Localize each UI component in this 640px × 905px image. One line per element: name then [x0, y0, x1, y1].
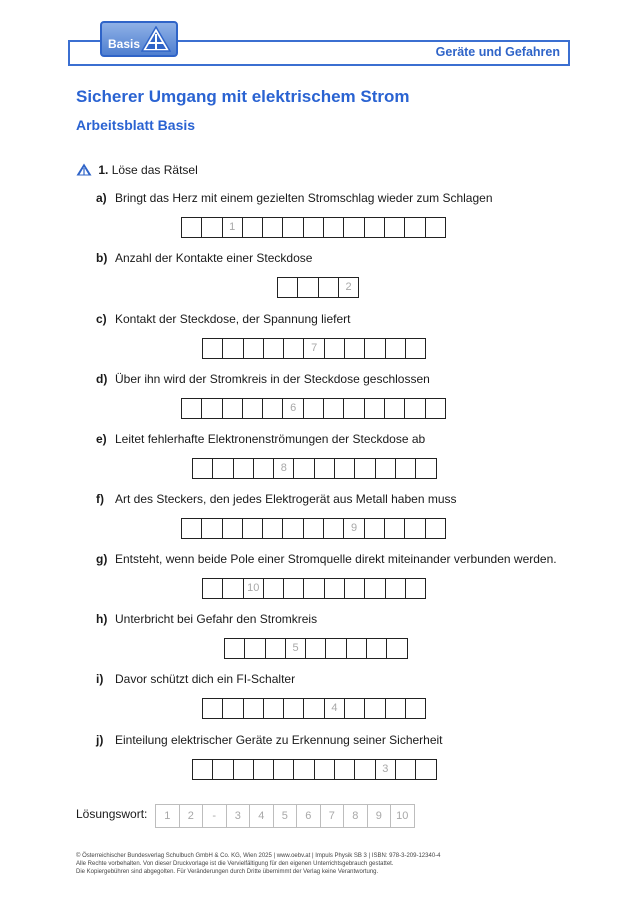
answer-row-e[interactable] — [192, 458, 437, 479]
answer-box[interactable] — [201, 398, 222, 419]
answer-row-i[interactable] — [202, 698, 426, 719]
level-triangle-icon — [76, 163, 92, 176]
answer-box[interactable] — [425, 398, 446, 419]
answer-box-marked[interactable]: 5 — [285, 638, 306, 659]
answer-box[interactable] — [181, 518, 202, 539]
answer-box[interactable] — [303, 698, 324, 719]
answer-box[interactable] — [334, 458, 355, 479]
answer-box[interactable] — [364, 398, 385, 419]
answer-box[interactable] — [181, 398, 202, 419]
answer-box[interactable] — [192, 458, 213, 479]
solution-box[interactable]: 7 — [320, 804, 345, 828]
footer-line-1: © Österreichischer Bundesverlag Schulbuch GmbH & Co. KG, Wien 2025 | www.oebv.at | Impuls Physik SB 3 | ISBN: 978-3-209-12340-4 — [76, 853, 441, 859]
answer-box[interactable] — [314, 759, 335, 780]
answer-box[interactable] — [222, 398, 243, 419]
task-instruction: Löse das Rätsel — [111, 163, 198, 177]
answer-box[interactable] — [192, 759, 213, 780]
question-b: b) Anzahl der Kontakte einer Steckdose — [96, 251, 313, 265]
answer-row-d[interactable] — [181, 398, 446, 419]
answer-box[interactable] — [297, 277, 318, 298]
answer-box[interactable] — [202, 578, 223, 599]
question-g: g) Entsteht, wenn beide Pole einer Stromquelle direkt miteinander verbunden werden. — [96, 552, 557, 566]
answer-row-b[interactable] — [277, 277, 359, 298]
page-subtitle: Arbeitsblatt Basis — [76, 117, 196, 133]
answer-box[interactable] — [222, 698, 243, 719]
answer-box[interactable] — [375, 458, 396, 479]
question-i: i) Davor schützt dich ein FI-Schalter — [96, 672, 296, 686]
footer-line-3: Die Kopiergebühren sind abgegolten. Für Veränderungen durch Dritte übernimmt der Verlag keine Verantwortung. — [76, 869, 379, 875]
answer-box[interactable] — [243, 338, 264, 359]
solution-label: Lösungswort: — [76, 807, 148, 821]
answer-box[interactable] — [303, 518, 324, 539]
answer-box[interactable] — [324, 578, 345, 599]
solution-box[interactable]: 3 — [226, 804, 251, 828]
answer-box-marked[interactable]: 1 — [222, 217, 243, 238]
answer-box[interactable] — [405, 338, 426, 359]
answer-box[interactable] — [201, 518, 222, 539]
copyright-footer — [76, 852, 441, 876]
question-e: e) Leitet fehlerhafte Elektronenströmungen der Steckdose ab — [96, 432, 426, 446]
question-a: a) Bringt das Herz mit einem gezielten Stromschlag wieder zum Schlagen — [96, 191, 493, 205]
answer-box[interactable] — [415, 759, 436, 780]
answer-box[interactable] — [283, 698, 304, 719]
logo-text: Basis — [108, 37, 141, 51]
answer-box[interactable] — [305, 638, 326, 659]
solution-box[interactable]: 8 — [343, 804, 368, 828]
answer-box[interactable] — [425, 217, 446, 238]
answer-box[interactable] — [323, 217, 344, 238]
answer-box[interactable] — [364, 578, 385, 599]
answer-box[interactable] — [346, 638, 367, 659]
question-h: h) Unterbricht bei Gefahr den Stromkreis — [96, 612, 318, 626]
answer-box[interactable] — [404, 217, 425, 238]
answer-box[interactable] — [354, 759, 375, 780]
solution-box[interactable]: 5 — [273, 804, 298, 828]
answer-box[interactable] — [282, 518, 303, 539]
answer-box[interactable] — [425, 518, 446, 539]
answer-row-g[interactable] — [202, 578, 426, 599]
answer-box-marked[interactable]: 10 — [243, 578, 264, 599]
answer-box[interactable] — [318, 277, 339, 298]
answer-box[interactable] — [243, 698, 264, 719]
answer-box[interactable] — [303, 578, 324, 599]
question-f: f) Art des Steckers, den jedes Elektrogerät aus Metall haben muss — [96, 492, 457, 506]
solution-box[interactable]: 10 — [390, 804, 415, 828]
answer-box[interactable] — [415, 458, 436, 479]
answer-box-marked[interactable]: 7 — [303, 338, 324, 359]
answer-box[interactable] — [242, 398, 263, 419]
solution-box[interactable]: 1 — [155, 804, 180, 828]
answer-box[interactable] — [212, 458, 233, 479]
answer-box[interactable] — [343, 217, 364, 238]
task-heading — [76, 163, 198, 177]
page-title: Sicherer Umgang mit elektrischem Strom — [76, 87, 410, 106]
answer-box[interactable] — [314, 458, 335, 479]
answer-box-marked[interactable]: 9 — [343, 518, 364, 539]
answer-box[interactable] — [282, 217, 303, 238]
answer-box[interactable] — [344, 698, 365, 719]
answer-box[interactable] — [385, 338, 406, 359]
answer-box[interactable] — [324, 338, 345, 359]
answer-box[interactable] — [404, 398, 425, 419]
answer-box[interactable] — [265, 638, 286, 659]
answer-box[interactable] — [202, 338, 223, 359]
answer-box-marked[interactable]: 8 — [273, 458, 294, 479]
answer-box[interactable] — [262, 398, 283, 419]
answer-box[interactable] — [242, 217, 263, 238]
answer-box[interactable] — [323, 398, 344, 419]
answer-box[interactable] — [293, 759, 314, 780]
question-j: j) Einteilung elektrischer Geräte zu Erkennung seiner Sicherheit — [96, 733, 443, 747]
answer-box[interactable] — [405, 578, 426, 599]
answer-box[interactable] — [253, 458, 274, 479]
answer-box[interactable] — [384, 518, 405, 539]
answer-box[interactable] — [386, 638, 407, 659]
answer-box[interactable] — [233, 759, 254, 780]
solution-box[interactable]: - — [202, 804, 227, 828]
answer-box[interactable] — [201, 217, 222, 238]
answer-box[interactable] — [253, 759, 274, 780]
answer-box[interactable] — [364, 338, 385, 359]
answer-box[interactable] — [404, 518, 425, 539]
solution-box[interactable]: 6 — [296, 804, 321, 828]
answer-box[interactable] — [283, 338, 304, 359]
answer-box[interactable] — [263, 698, 284, 719]
answer-box[interactable] — [325, 638, 346, 659]
answer-box[interactable] — [277, 277, 298, 298]
answer-box[interactable] — [222, 518, 243, 539]
answer-box-marked[interactable]: 6 — [282, 398, 303, 419]
answer-box[interactable] — [364, 698, 385, 719]
answer-box[interactable] — [263, 578, 284, 599]
answer-box[interactable] — [354, 458, 375, 479]
answer-box[interactable] — [323, 518, 344, 539]
answer-box[interactable] — [385, 578, 406, 599]
solution-box[interactable]: 2 — [179, 804, 204, 828]
answer-box[interactable] — [385, 698, 406, 719]
answer-box[interactable] — [222, 338, 243, 359]
answer-box[interactable] — [233, 458, 254, 479]
answer-box-marked[interactable]: 3 — [375, 759, 396, 780]
solution-box[interactable]: 9 — [367, 804, 392, 828]
answer-box[interactable] — [212, 759, 233, 780]
answer-row-a[interactable] — [181, 217, 446, 238]
answer-box[interactable] — [395, 458, 416, 479]
answer-box[interactable] — [334, 759, 355, 780]
answer-box-marked[interactable]: 2 — [338, 277, 359, 298]
section-title: Geräte und Gefahren — [435, 45, 560, 59]
answer-row-h[interactable] — [224, 638, 408, 659]
answer-box[interactable] — [384, 217, 405, 238]
answer-box[interactable] — [366, 638, 387, 659]
solution-word-row[interactable] — [156, 804, 415, 828]
answer-row-j[interactable] — [192, 759, 437, 780]
answer-row-f[interactable] — [181, 518, 446, 539]
solution-box[interactable]: 4 — [249, 804, 274, 828]
answer-box[interactable] — [384, 398, 405, 419]
footer-line-2: Alle Rechte vorbehalten. Von dieser Druckvorlage ist die Vervielfältigung für den eigenen Unterrichtsgebrauch gestattet. — [76, 861, 394, 867]
answer-box[interactable] — [273, 759, 294, 780]
answer-box[interactable] — [364, 518, 385, 539]
question-c: c) Kontakt der Steckdose, der Spannung liefert — [96, 312, 351, 326]
answer-box-marked[interactable]: 4 — [324, 698, 345, 719]
answer-box[interactable] — [395, 759, 416, 780]
answer-box[interactable] — [181, 217, 202, 238]
answer-box[interactable] — [303, 217, 324, 238]
answer-box[interactable] — [283, 578, 304, 599]
answer-box[interactable] — [244, 638, 265, 659]
answer-box[interactable] — [344, 578, 365, 599]
answer-box[interactable] — [364, 217, 385, 238]
question-d: d) Über ihn wird der Stromkreis in der Steckdose geschlossen — [96, 372, 430, 386]
answer-box[interactable] — [242, 518, 263, 539]
answer-box[interactable] — [262, 518, 283, 539]
answer-box[interactable] — [263, 338, 284, 359]
task-number: 1. — [98, 163, 109, 177]
answer-box[interactable] — [303, 398, 324, 419]
answer-box[interactable] — [224, 638, 245, 659]
triangle-logo-icon — [141, 26, 171, 52]
answer-box[interactable] — [222, 578, 243, 599]
answer-box[interactable] — [262, 217, 283, 238]
answer-box[interactable] — [293, 458, 314, 479]
basis-logo — [100, 21, 178, 57]
answer-box[interactable] — [343, 398, 364, 419]
answer-box[interactable] — [344, 338, 365, 359]
answer-box[interactable] — [202, 698, 223, 719]
answer-box[interactable] — [405, 698, 426, 719]
answer-row-c[interactable] — [202, 338, 426, 359]
